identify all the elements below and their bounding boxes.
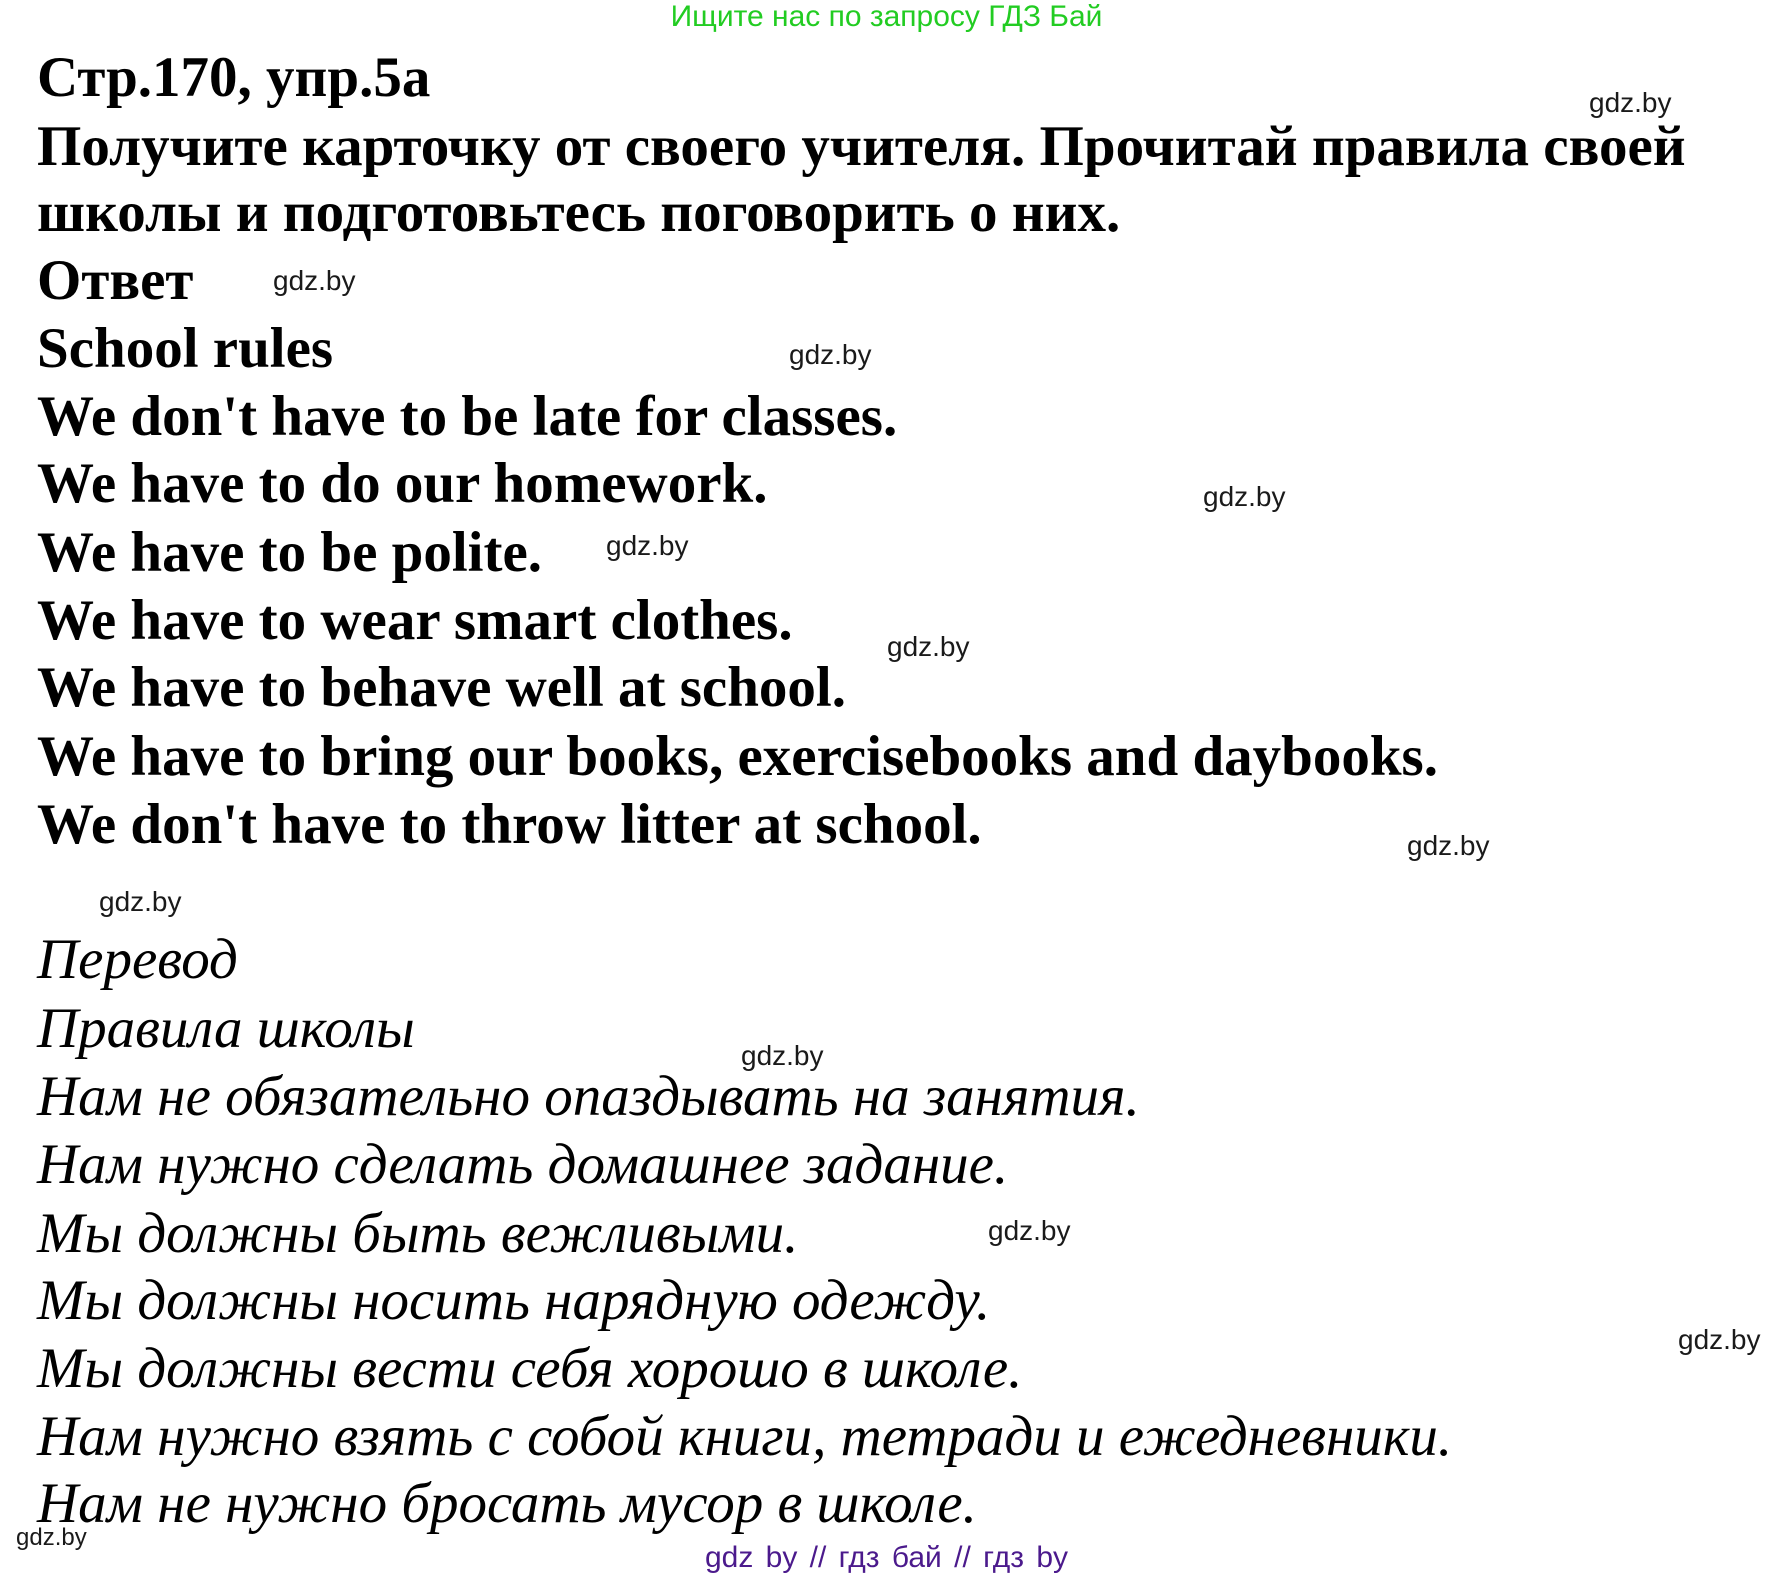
watermark: gdz.by: [789, 339, 872, 370]
answer-rule: We don't have to throw litter at school.: [37, 793, 982, 856]
translation-rule: Мы должны вести себя хорошо в школе.: [37, 1337, 1023, 1400]
translation-rule: Нам не нужно бросать мусор в школе.: [37, 1472, 977, 1535]
instruction-line-1: Получите карточку от своего учителя. Прочитай правила своей: [37, 115, 1686, 178]
watermark: gdz.by: [988, 1215, 1071, 1246]
translation-rule: Нам нужно сделать домашнее задание.: [37, 1133, 1009, 1196]
answer-label: Ответ: [37, 249, 194, 312]
instruction-line-2: школы и подготовьтесь поговорить о них.: [37, 181, 1121, 244]
watermark: gdz.by: [887, 631, 970, 662]
exercise-title: Стр.170, упр.5а: [37, 46, 431, 109]
translation-label: Перевод: [37, 928, 238, 991]
watermark: gdz.by: [273, 265, 356, 296]
translation-rule: Мы должны носить нарядную одежду.: [37, 1269, 991, 1332]
watermark: gdz.by: [99, 886, 182, 917]
answer-rule: We have to do our homework.: [37, 452, 768, 515]
answer-rule: We have to behave well at school.: [37, 656, 847, 719]
answer-heading: School rules: [37, 317, 334, 380]
search-banner: Ищите нас по запросу ГДЗ Бай: [670, 0, 1103, 33]
watermark: gdz.by: [16, 1524, 87, 1551]
answer-rule: We have to bring our books, exercisebooks and daybooks.: [37, 725, 1438, 788]
footer-links: gdz by // гдз бай // гдз by: [704, 1541, 1069, 1574]
translation-rule: Нам не обязательно опаздывать на занятия.: [37, 1065, 1140, 1128]
translation-rule: Мы должны быть вежливыми.: [37, 1202, 799, 1265]
watermark: gdz.by: [1589, 87, 1672, 118]
watermark: gdz.by: [1678, 1324, 1761, 1355]
watermark: gdz.by: [1407, 830, 1490, 861]
answer-rule: We have to wear smart clothes.: [37, 589, 793, 652]
answer-rule: We have to be polite.: [37, 521, 543, 584]
translation-heading: Правила школы: [37, 997, 415, 1060]
watermark: gdz.by: [1203, 481, 1286, 512]
watermark: gdz.by: [606, 530, 689, 561]
answer-rule: We don't have to be late for classes.: [37, 385, 898, 448]
watermark: gdz.by: [741, 1040, 824, 1071]
translation-rule: Нам нужно взять с собой книги, тетради и ежедневники.: [37, 1405, 1453, 1468]
